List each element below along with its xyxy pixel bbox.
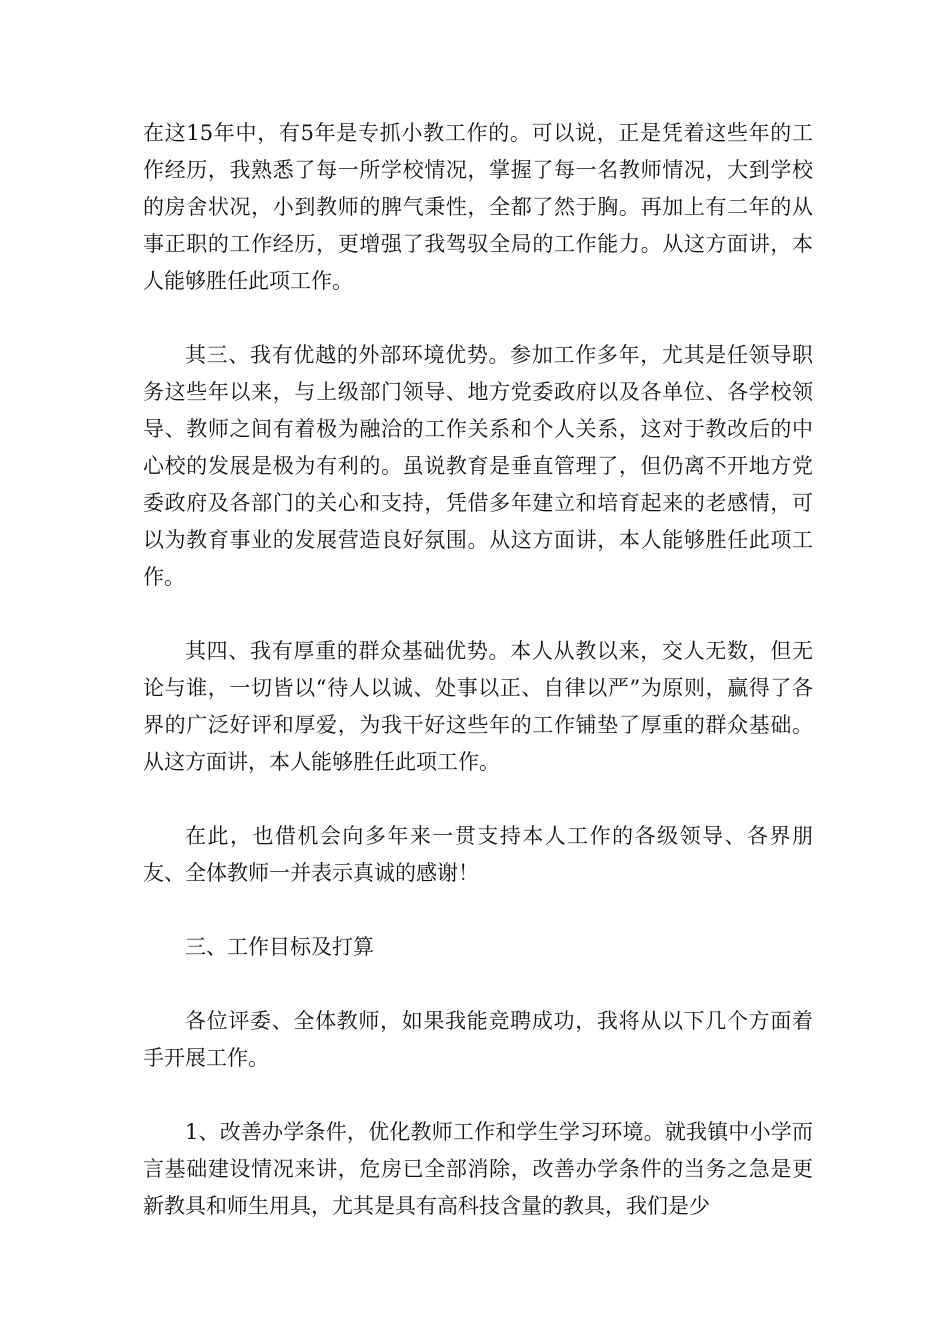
- paragraph-work-experience: 在这15年中，有5年是专抓小教工作的。可以说，正是凭着这些年的工作经历，我熟悉了每一所学校情况，掌握了每一名教师情况，大到学校的房舍状况，小到教师的脾气秉性，全都了然于胸。再加上有二年的从事正职的工作经历，更增强了我驾驭全局的工作能力。从这方面讲，本人能够胜任此项工作。: [143, 121, 813, 293]
- document-page: [143, 115, 813, 1262]
- section-heading-goals: 三、工作目标及打算: [185, 935, 374, 959]
- paragraph-mass-support: 其四、我有厚重的群众基础优势。本人从教以来，交人无数，但无论与谁，一切皆以“待人以诚、处事以正、自律以严”为原则，赢得了各界的广泛好评和厚爱，为我干好这些年的工作铺垫了厚重的群众基础。从这方面讲，本人能够胜任此项工作。: [143, 639, 813, 774]
- paragraph-intro-plans: 各位评委、全体教师，如果我能竞聘成功，我将从以下几个方面着手开展工作。: [143, 1009, 813, 1070]
- paragraph-external-environment: 其三、我有优越的外部环境优势。参加工作多年，尤其是任领导职务这些年以来，与上级部门领导、地方党委政府以及各单位、各学校领导、教师之间有着极为融洽的工作关系和个人关系，这对于教改后的中心校的发展是极为有利的。虽说教育是垂直管理了，但仍离不开地方党委政府及各部门的关心和支持，凭借多年建立和培育起来的老感情，可以为教育事业的发展营造良好氛围。从这方面讲，本人能够胜任此项工作。: [143, 343, 813, 589]
- paragraph-plan-item-1: 1、改善办学条件，优化教师工作和学生学习环境。就我镇中小学而言基础建设情况来讲，危房已全部消除，改善办学条件的当务之急是更新教具和师生用具，尤其是具有高科技含量的教具，我们是少: [143, 1120, 813, 1218]
- paragraph-thanks: 在此，也借机会向多年来一贯支持本人工作的各级领导、各界朋友、全体教师一并表示真诚的感谢！: [143, 824, 813, 885]
